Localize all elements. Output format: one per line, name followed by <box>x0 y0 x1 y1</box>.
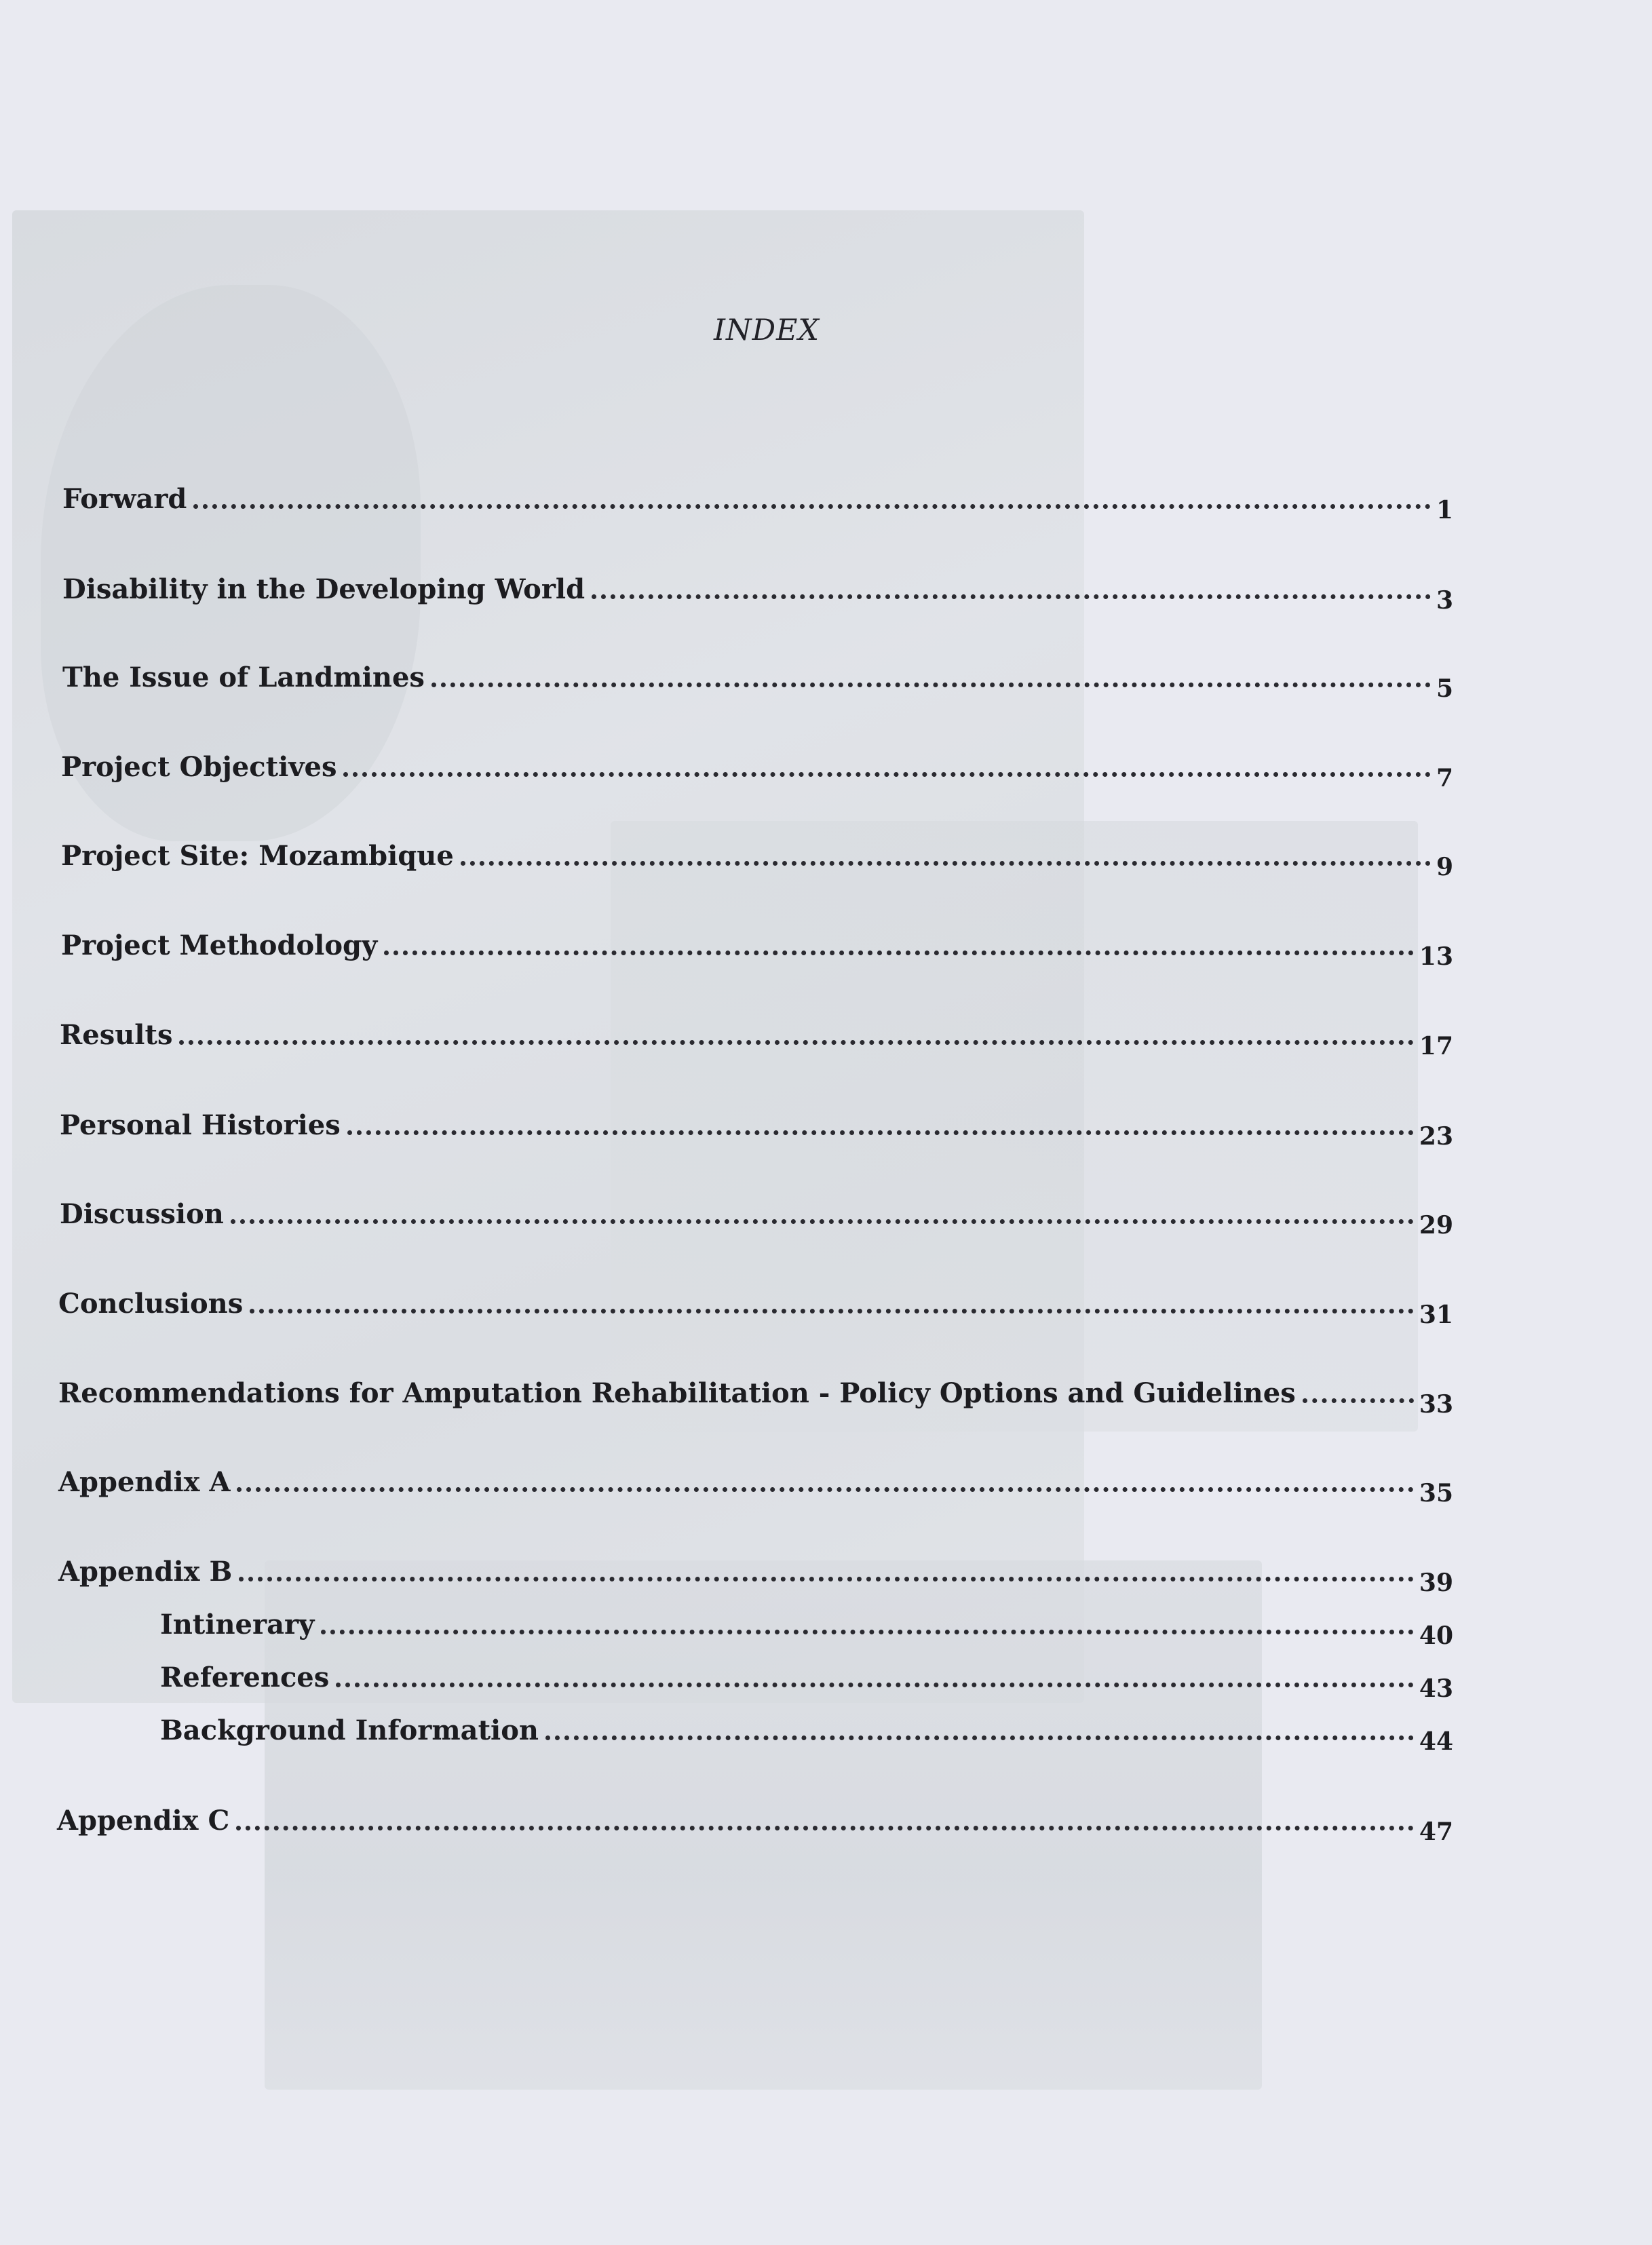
dot-leader <box>384 951 1414 955</box>
toc-entry-page: 5 <box>1436 674 1453 703</box>
dot-leader <box>343 772 1430 777</box>
toc-entry-page: 35 <box>1419 1478 1453 1508</box>
toc-entry-page: 33 <box>1419 1389 1453 1419</box>
toc-entry-label: Appendix A <box>58 1466 231 1498</box>
toc-entry-label: Appendix B <box>58 1556 233 1588</box>
toc-entry-forward <box>62 483 1453 524</box>
dot-leader <box>336 1683 1414 1687</box>
toc-entry-label: Project Objectives <box>61 751 337 783</box>
toc-entry-conclusions <box>58 1288 1453 1329</box>
toc-entry-page: 7 <box>1436 763 1453 792</box>
dot-leader <box>179 1040 1413 1045</box>
toc-entry-page: 44 <box>1419 1727 1453 1756</box>
toc-entry-label: Conclusions <box>58 1288 244 1320</box>
toc-entry-label: Results <box>60 1019 173 1051</box>
toc-entry-page: 1 <box>1436 495 1453 524</box>
toc-entry-page: 29 <box>1419 1210 1453 1240</box>
toc-entry-label: Personal Histories <box>60 1109 341 1141</box>
toc-entry-label: Recommendations for Amputation Rehabilitation - Policy Options and Guidelines <box>58 1377 1296 1409</box>
dot-leader <box>431 683 1431 687</box>
toc-entry-label: Project Methodology <box>61 929 378 961</box>
dot-leader <box>1303 1398 1414 1403</box>
toc-entry-page: 17 <box>1419 1031 1453 1060</box>
toc-entry-label: Background Information <box>160 1714 539 1746</box>
toc-entry-page: 39 <box>1419 1568 1453 1597</box>
toc-entry-page: 3 <box>1436 586 1453 615</box>
dot-leader <box>237 1487 1413 1492</box>
toc-entry-objectives <box>61 751 1453 792</box>
toc-entry-label: Disability in the Developing World <box>62 573 585 605</box>
dot-leader <box>231 1219 1414 1224</box>
toc-entry-project-site <box>61 840 1453 881</box>
toc-entry-personal-histories <box>60 1109 1453 1151</box>
toc-entry-discussion <box>60 1198 1453 1240</box>
toc-entry-label: Forward <box>62 483 187 515</box>
toc-entry-label: Project Site: Mozambique <box>61 840 454 872</box>
toc-entry-appendix-a <box>58 1466 1453 1508</box>
toc-entry-itinerary <box>160 1609 1453 1650</box>
toc-entry-appendix-c <box>57 1805 1453 1846</box>
toc-entry-methodology <box>61 929 1453 971</box>
dot-leader <box>461 861 1431 866</box>
dot-leader <box>321 1630 1414 1634</box>
toc-entry-landmines <box>62 661 1453 703</box>
toc-entry-page: 13 <box>1419 942 1453 971</box>
toc-entry-label: Intinerary <box>160 1609 315 1640</box>
page-title: INDEX <box>713 313 820 347</box>
toc-entry-page: 9 <box>1436 852 1453 881</box>
dot-leader <box>347 1130 1414 1135</box>
toc-entry-label: Appendix C <box>57 1805 230 1837</box>
toc-entry-label: References <box>160 1662 330 1693</box>
toc-entry-recommendations <box>58 1377 1453 1419</box>
toc-entry-page: 40 <box>1419 1621 1453 1650</box>
dot-leader <box>193 504 1431 509</box>
dot-leader <box>236 1826 1414 1830</box>
dot-leader <box>545 1735 1414 1740</box>
toc-entry-page: 31 <box>1419 1300 1453 1329</box>
dot-leader <box>250 1309 1414 1313</box>
toc-entry-background <box>160 1714 1453 1756</box>
toc-entry-page: 43 <box>1419 1674 1453 1703</box>
toc-entry-appendix-b <box>58 1556 1453 1597</box>
toc-entry-references <box>160 1662 1453 1703</box>
toc-entry-page: 47 <box>1419 1817 1453 1846</box>
toc-entry-page: 23 <box>1419 1121 1453 1151</box>
dot-leader <box>592 594 1431 599</box>
toc-entry-results <box>60 1019 1453 1060</box>
toc-entry-label: The Issue of Landmines <box>62 661 425 693</box>
dot-leader <box>239 1577 1414 1581</box>
toc-entry-label: Discussion <box>60 1198 224 1230</box>
toc-entry-disability <box>62 573 1453 615</box>
